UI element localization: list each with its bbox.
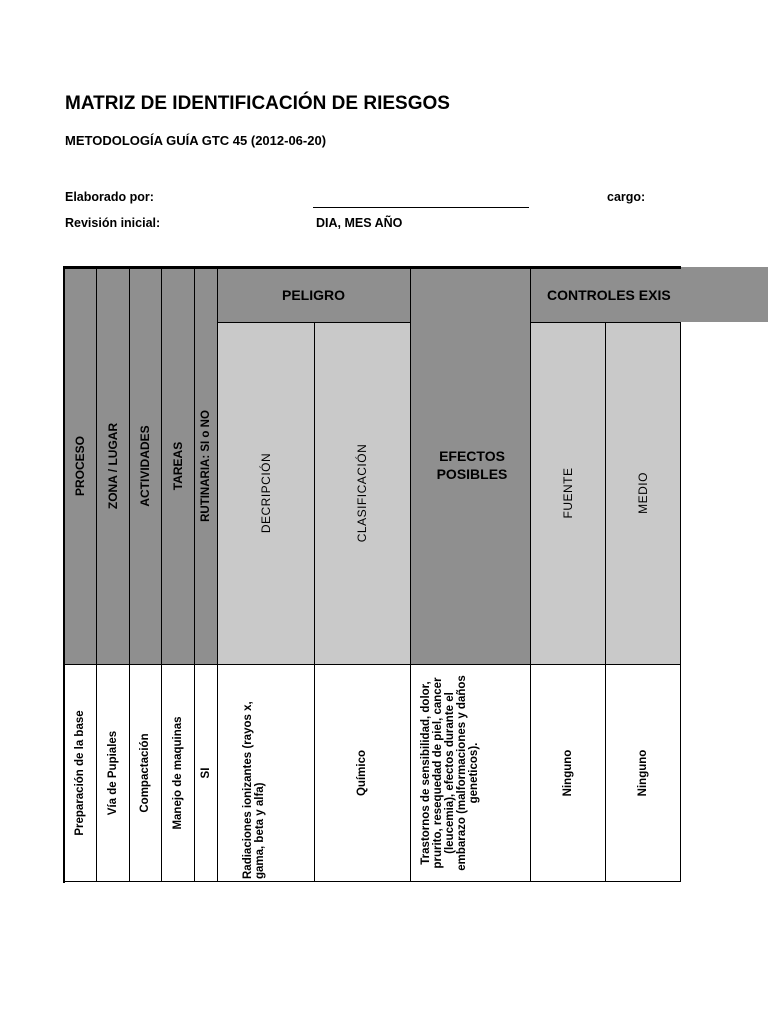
- row-cell-tareas: Manejo de maquinas: [161, 664, 194, 882]
- column-divider: [194, 267, 195, 882]
- column-header-fuente: FUENTE: [530, 322, 605, 664]
- column-divider: [314, 322, 315, 882]
- row-cell-clasificacion: Químico: [314, 664, 410, 882]
- methodology-subtitle: METODOLOGÍA GUÍA GTC 45 (2012-06-20): [65, 133, 327, 148]
- table-left-border: [63, 266, 65, 883]
- table-top-border: [63, 266, 681, 269]
- column-header-efectos: EFECTOS POSIBLES: [410, 267, 530, 664]
- row-cell-medio: Ninguno: [605, 664, 680, 882]
- column-divider: [96, 267, 97, 882]
- cargo-label: cargo:: [607, 190, 646, 204]
- row-cell-zona: Vía de Pupiales: [96, 664, 129, 882]
- revision-label: Revisión inicial:: [65, 216, 161, 230]
- column-divider: [410, 267, 411, 882]
- row-cell-proceso: Preparación de la base: [63, 664, 96, 882]
- column-header-actividades: ACTIVIDADES: [129, 267, 161, 664]
- row-cell-rutinaria: SI: [194, 664, 217, 882]
- column-divider: [161, 267, 162, 882]
- column-divider: [217, 267, 218, 882]
- row-cell-efectos: Trastornos de sensibilidad, dolor, prurito, resequedad de piel, cancer (leucemia), efectos durante el embarazo (malformaciones y daños geneticos).: [410, 664, 530, 882]
- column-header-rutinaria: RUTINARIA: SI o NO: [194, 267, 217, 664]
- column-divider: [605, 322, 606, 882]
- table-bottom-border: [63, 881, 681, 882]
- row-cell-descripcion: Radiaciones ionizantes (rayos x, gama, beta y alfa): [217, 664, 314, 882]
- table-right-border: [680, 322, 681, 882]
- revision-date: DIA, MES AÑO: [316, 216, 403, 230]
- column-header-clasificacion: CLASIFICACIÓN: [314, 322, 410, 664]
- group-header-controles: CONTROLES EXIS: [530, 267, 768, 322]
- column-header-zona: ZONA / LUGAR: [96, 267, 129, 664]
- column-divider: [530, 267, 531, 882]
- row-cell-actividades: Compactación: [129, 664, 161, 882]
- group-header-peligro: PELIGRO: [217, 267, 410, 322]
- column-header-medio: MEDIO: [605, 322, 680, 664]
- column-header-proceso: PROCESO: [63, 267, 96, 664]
- header-row-divider: [63, 664, 681, 665]
- row-cell-fuente: Ninguno: [530, 664, 605, 882]
- column-header-descripcion: DECRIPCIÓN: [217, 322, 314, 664]
- page-title: MATRIZ DE IDENTIFICACIÓN DE RIESGOS: [65, 93, 450, 114]
- column-divider: [129, 267, 130, 882]
- column-header-tareas: TAREAS: [161, 267, 194, 664]
- elaborado-label: Elaborado por:: [65, 190, 154, 204]
